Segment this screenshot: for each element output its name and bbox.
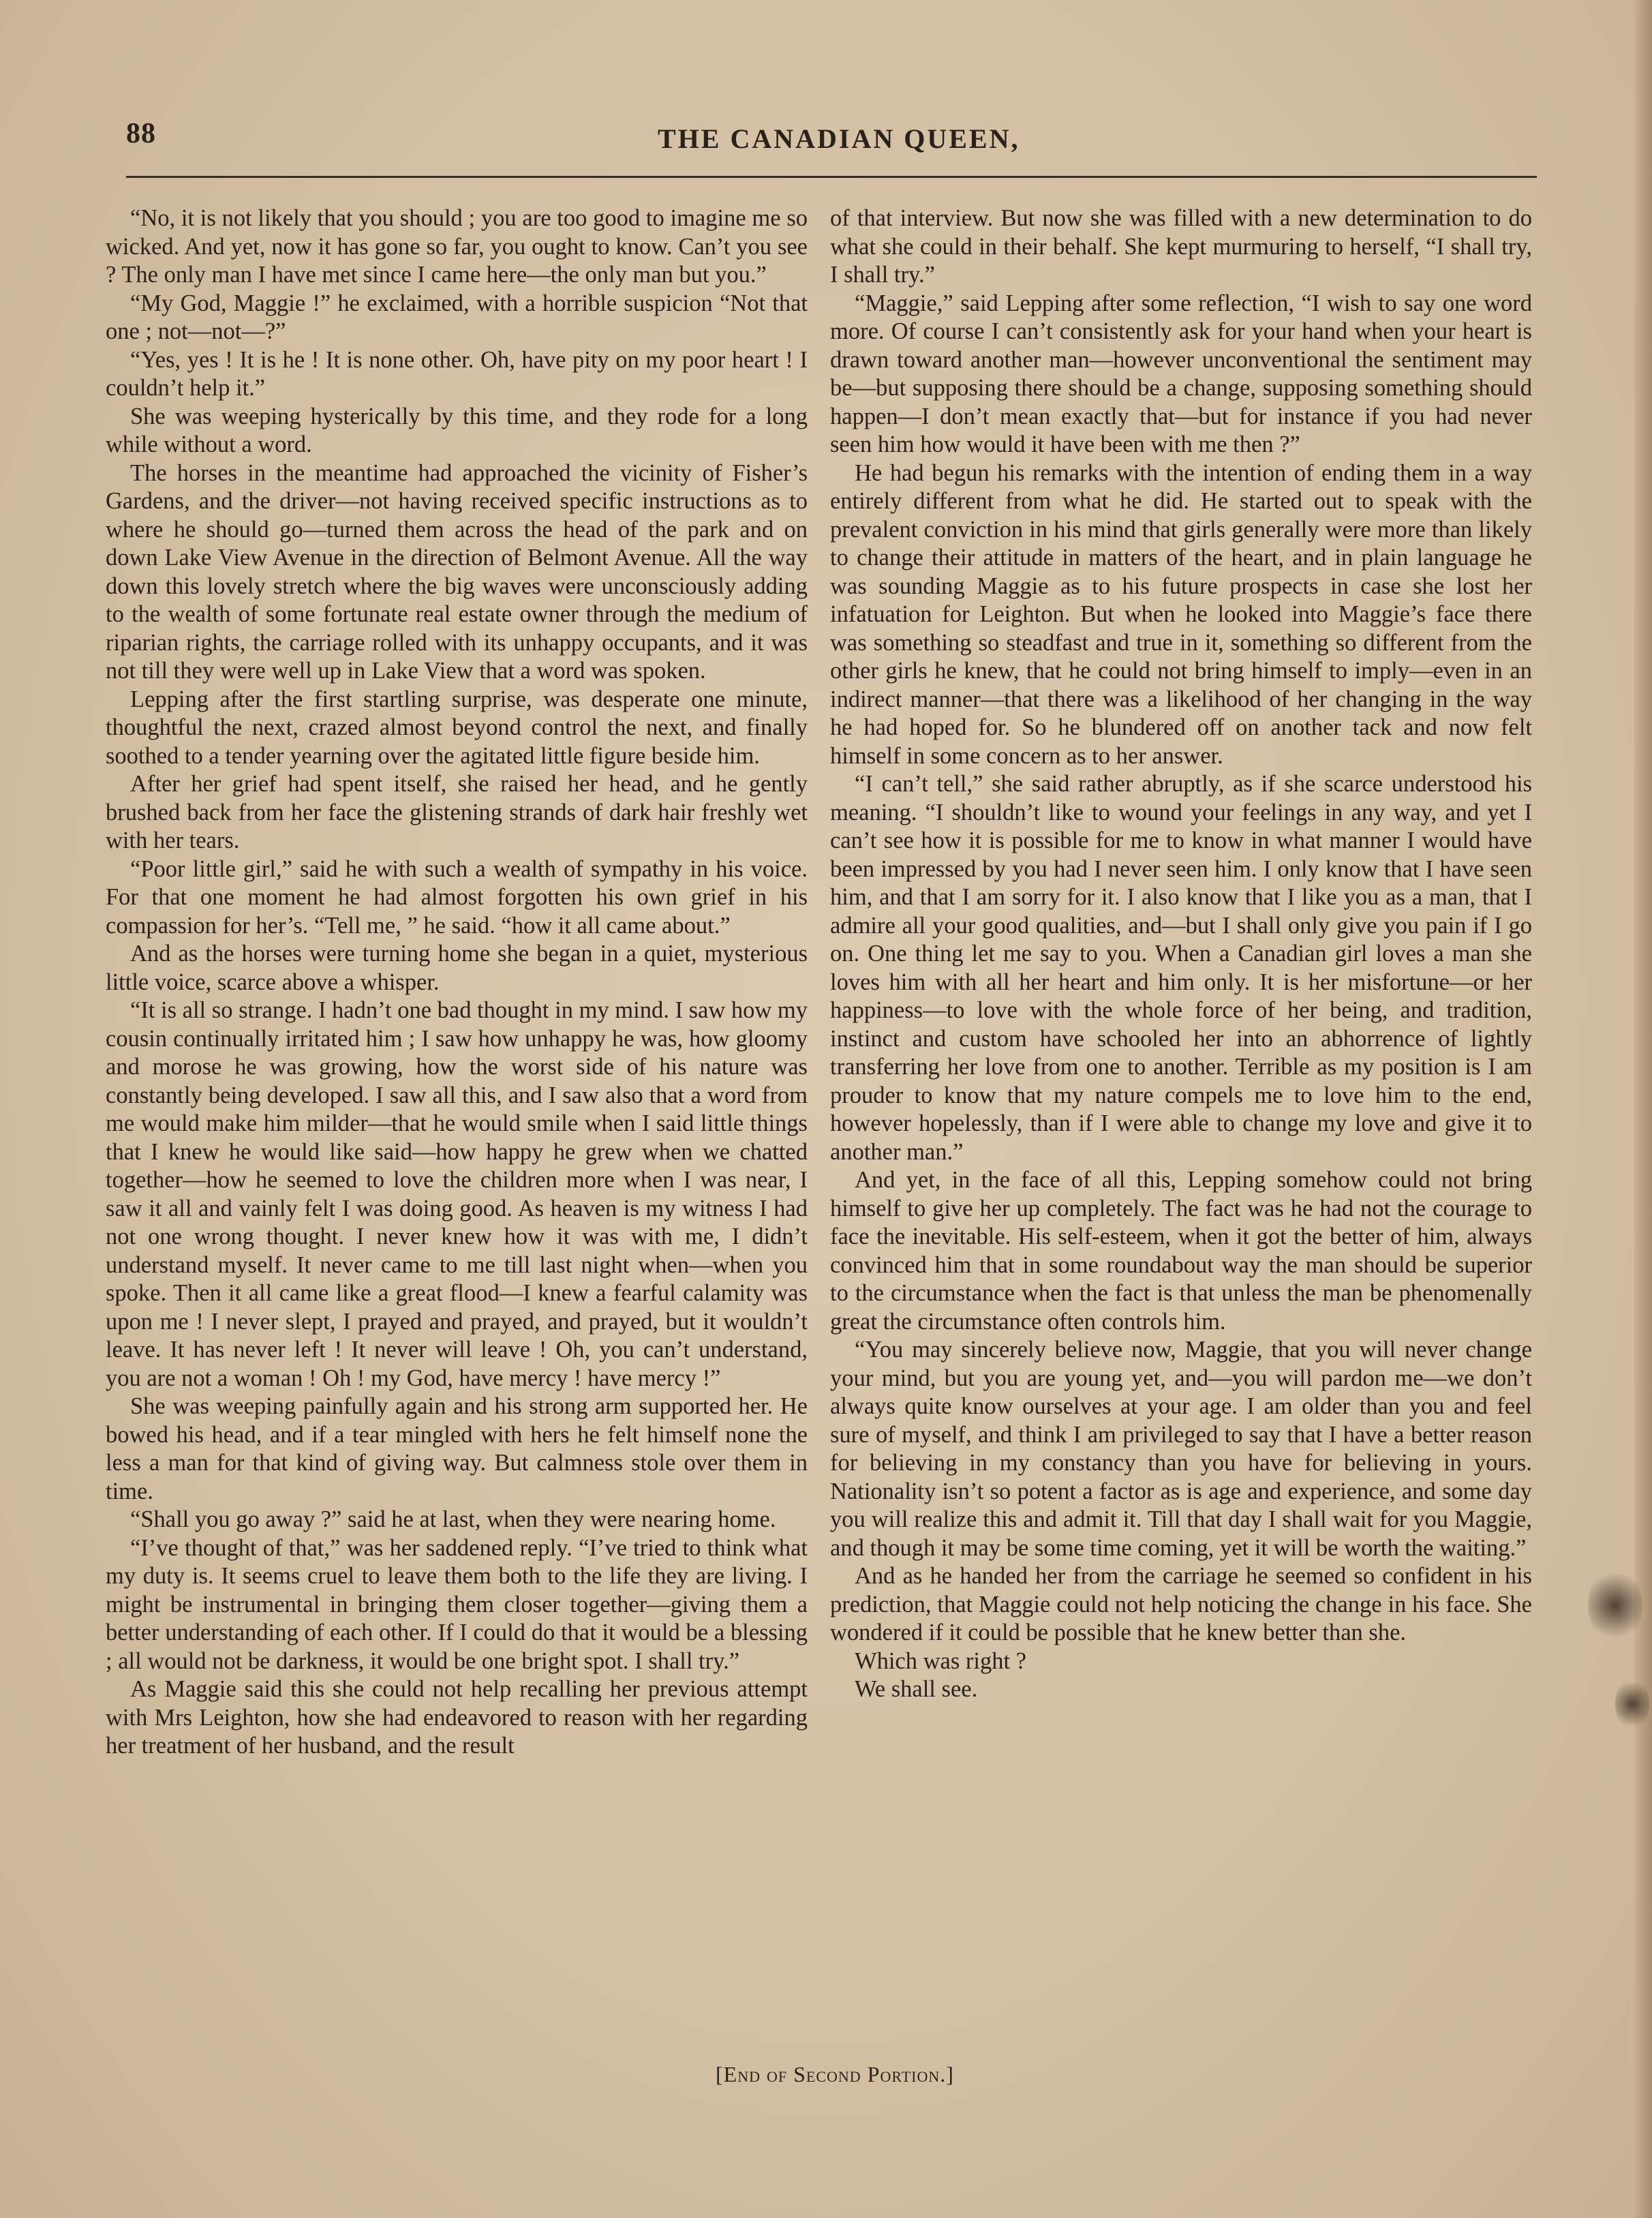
paragraph: “It is all so strange. I hadn’t one bad thought in my mind. I saw how my cousin continually irritated him ; I saw how unhappy he was, how gloomy and morose he was growing, how the worst side of his nature was constantly being developed. I saw all this, and I saw also that a word from me would make him milder—that he would smile when I said little things that I knew he would like said—how happy he grew when we chatted together—how he seemed to love the children more when I was near, I saw it all and vainly felt I was doing good. As heaven is my witness I had not one wrong thought. I never knew how it was with me, I didn’t understand myself. It never came to me till last night when—when you spoke. Then it all came like a great flood—I knew a fearful calamity was upon me ! I never slept, I prayed and prayed, and prayed, but it wouldn’t leave. It has never left ! It never will leave ! Oh, you can’t understand, you are not a woman ! Oh ! my God, have mercy ! have mercy !” (106, 997, 808, 1391)
left-column (106, 204, 808, 1761)
paragraph: “Maggie,” said Lepping after some reflection, “I wish to say one word more. Of course I can’t consistently ask for your hand when your heart is drawn toward another man—however unconventional the sentiment may be—but supposing there should be a change, supposing something should happen—I don’t mean exactly that—but for instance if you had never seen him how would it have been with me then ?” (830, 290, 1532, 457)
paragraph: As Maggie said this she could not help recalling her previous attempt with Mrs Leighton, how she had endeavored to reason with her regarding her treatment of her husband, and the result (106, 1676, 808, 1759)
paragraph: “No, it is not likely that you should ; you are too good to imagine me so wicked. And yet, now it has gone so far, you ought to know. Can’t you see ? The only man I have met since I came here—the only man but you.” (106, 205, 808, 288)
paragraph: “Poor little girl,” said he with such a wealth of sympathy in his voice. For that one moment he had almost forgotten his own grief in his compassion for her’s. “Tell me, ” he said. “how it all came about.” (106, 855, 808, 939)
page-header (126, 117, 1537, 165)
paragraph: The horses in the meantime had approached the vicinity of Fisher’s Gardens, and the driver—not having received specific instructions as to where he should go—turned them across the head of the park and on down Lake View Avenue in the direction of Belmont Avenue. All the way down this lovely stretch where the big waves were unconsciously adding to the wealth of some fortunate real estate owner through the medium of riparian rights, the carriage rolled with its unhappy occupants, and it was not till they were well up in Lake View that a word was spoken. (106, 459, 808, 684)
paragraph: “My God, Maggie !” he exclaimed, with a horrible suspicion “Not that one ; not—not—?” (106, 290, 808, 344)
paragraph: “I’ve thought of that,” was her saddened reply. “I’ve tried to think what my duty is. It seems cruel to leave them both to the life they are living. I might be instrumental in bringing them closer together—giving them a better understanding of each other. If I could do that it would be a blessing ; all would not be darkness, it would be one bright spot. I shall try.” (106, 1534, 808, 1674)
running-title: THE CANADIAN QUEEN, (658, 123, 1020, 154)
paragraph: We shall see. (855, 1676, 978, 1702)
paragraph: He had begun his remarks with the intention of ending them in a way entirely different from what he did. He started out to speak with the prevalent conviction in his mind that girls generally were more than likely to change their attitude in matters of the heart, and in plain language he was sounding Maggie as to his future prospects in case she lost her infatuation for Leighton. But when he looked into Maggie’s face there was something so steadfast and true in it, something so different from the other girls he knew, that he could not bring himself to imply—even in an indirect manner—that there was a likelihood of her changing in the way he had hoped for. So he blundered off on another tack and now felt himself in some concern as to her answer. (830, 459, 1532, 769)
paragraph: And as he handed her from the carriage he seemed so confident in his prediction, that Maggie could not help noticing the change in his face. She wondered if it could be possible that he knew better than she. (830, 1563, 1532, 1645)
paragraph: “Shall you go away ?” said he at last, when they were nearing home. (130, 1506, 776, 1532)
ink-stain (1588, 1568, 1642, 1643)
paragraph: Which was right ? (855, 1647, 1026, 1674)
paragraph: She was weeping hysterically by this time, and they rode for a long while without a word. (106, 403, 808, 457)
page-number: 88 (126, 118, 156, 149)
paragraph: And as the horses were turning home she began in a quiet, mysterious little voice, scarce above a whisper. (106, 941, 808, 995)
header-rule (126, 176, 1537, 178)
paragraph: Lepping after the first startling surprise, was desperate one minute, thoughtful the next, crazed almost beyond control the next, and finally soothed to a tender yearning over the agitated little figure beside him. (106, 686, 808, 769)
paragraph: “You may sincerely believe now, Maggie, that you will never change your mind, but you are young yet, and—you will pardon me—we don’t always quite know ourselves at your age. I am older than you and feel sure of myself, and think I am privileged to say that I have a better reason for believing in my constancy than you have for believing in yours. Nationality isn’t so potent a factor as is age and experience, and some day you will realize this and admit it. Till that day I shall wait for you Maggie, and though it may be some time coming, yet it will be worth the waiting.” (830, 1337, 1532, 1561)
page-edge (1634, 0, 1652, 2218)
paragraph: And yet, in the face of all this, Lepping somehow could not bring himself to give her up completely. The fact was he had not the courage to face the inevitable. His self-esteem, when it got the better of him, always convinced him that in some roundabout way the man should be superior to the circumstance when the fact is that unless the man be phenomenally great the circumstance often controls him. (830, 1167, 1532, 1335)
paragraph: “Yes, yes ! It is he ! It is none other. Oh, have pity on my poor heart ! I couldn’t help it.” (106, 346, 808, 401)
paragraph: After her grief had spent itself, she raised her head, and he gently brushed back from her face the glistening strands of dark hair freshly wet with her tears. (106, 771, 808, 853)
end-of-portion-note: [End of Second Portion.] (716, 2062, 954, 2086)
paragraph-continuation: of that interview. But now she was filled with a new determination to do what she could in their behalf. She kept murmuring to herself, “I shall try, I shall try.” (830, 205, 1532, 288)
paragraph: She was weeping painfully again and his strong arm supported her. He bowed his head, and if a tear mingled with hers he felt himself none the less a man for that kind of giving way. But calmness stole over them in time. (106, 1393, 808, 1504)
paragraph: “I can’t tell,” she said rather abruptly, as if she scarce understood his meaning. “I shouldn’t like to wound your feelings in any way, and yet I can’t see how it is possible for me to know in what manner I would have been impressed by you had I never seen him. I only know that I have seen him, and that I am sorry for it. I also know that I like you as a man, that I admire all your good qualities, and—but I shall only give you pain if I go on. One thing let me say to you. When a Canadian girl loves a man she loves him with all her heart and him only. It is her misfortune—or her happiness—to love with the whole force of her being, and tradition, instinct and custom have schooled her into an abhorrence of lightly transferring her love from one to another. Terrible as my position is I am prouder to know that my nature compels me to love him to the end, however hopelessly, than if I were able to change my love and give it to another man.” (830, 771, 1532, 1165)
right-column (830, 204, 1532, 1704)
ink-stain (1615, 1677, 1649, 1731)
